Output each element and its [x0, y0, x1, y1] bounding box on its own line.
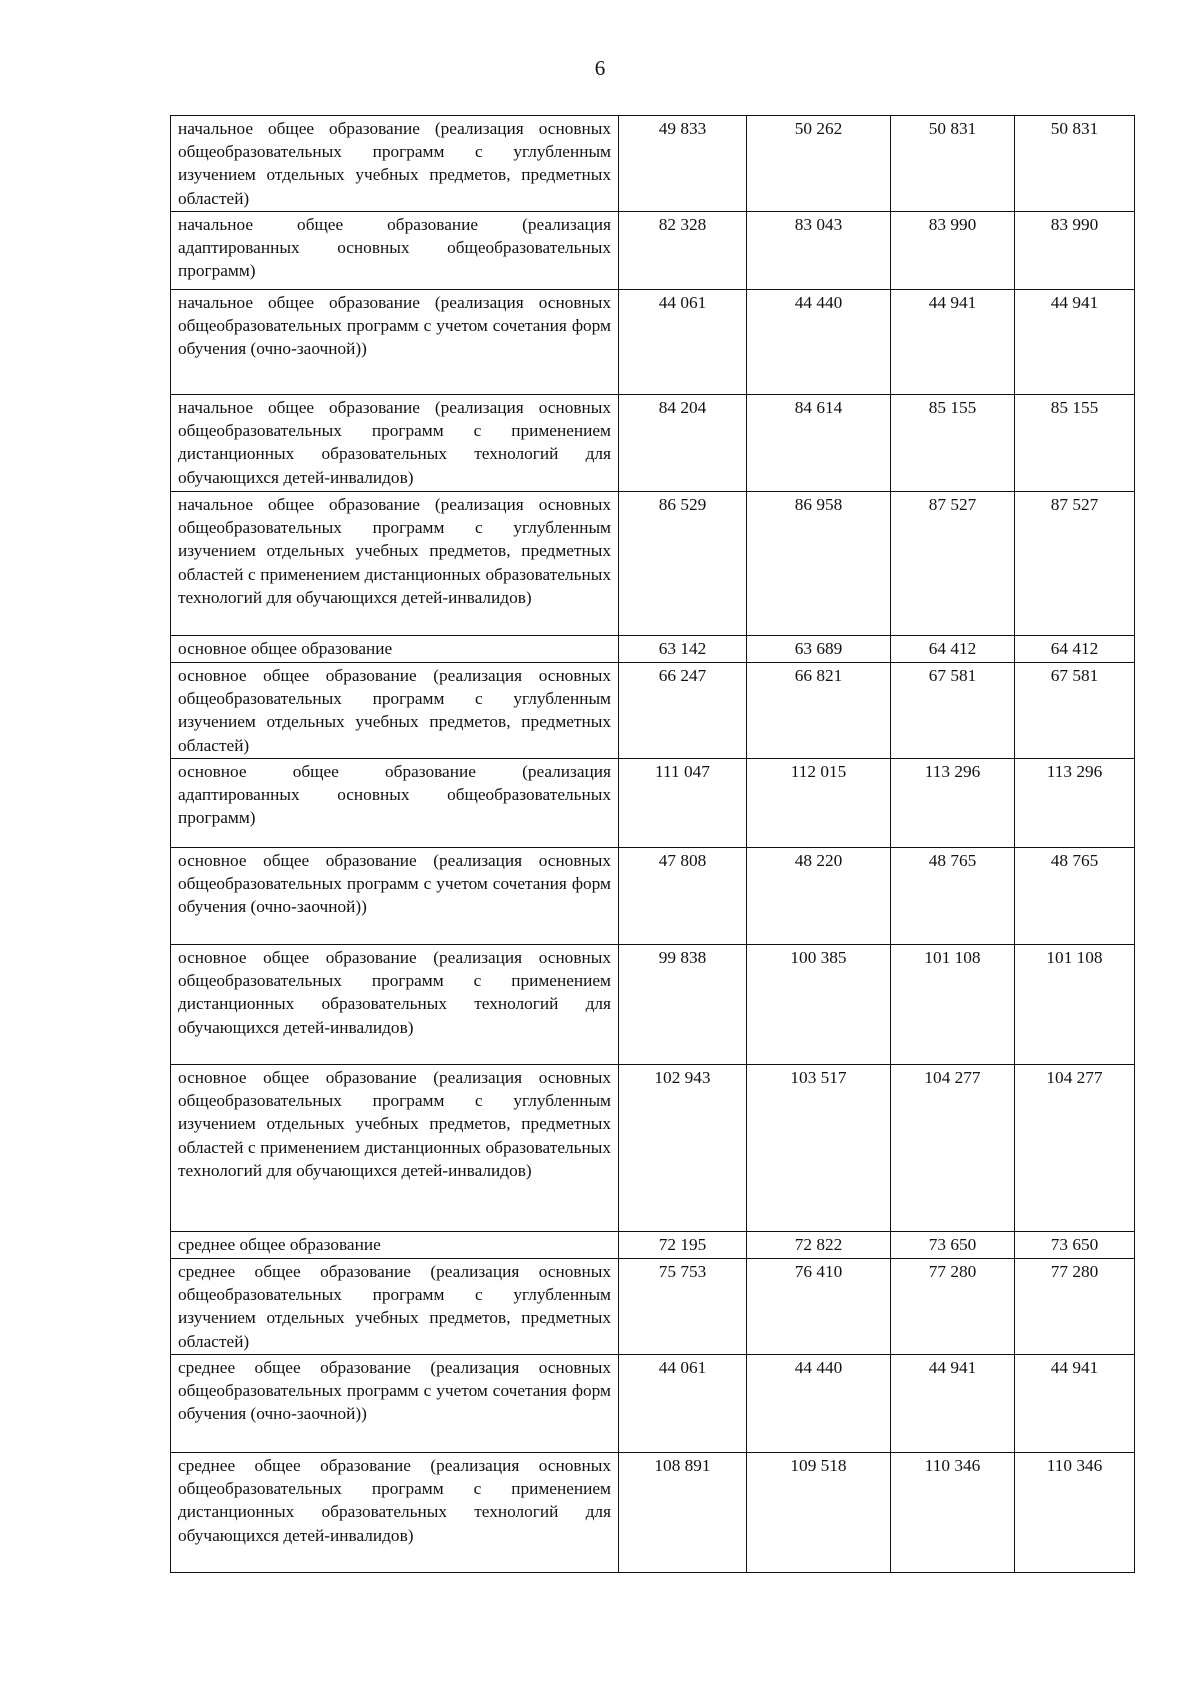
row-label: начальное общее образование (реализация основных общеобразовательных программ с применением дистанционных образовательных технологий для обучающихся детей-инвалидов): [171, 395, 619, 492]
table-row: [171, 945, 1135, 1065]
value-cell: 112 015: [747, 759, 891, 848]
value-cell: 102 943: [619, 1065, 747, 1232]
value-cell: 66 247: [619, 663, 747, 759]
value-cell: 84 204: [619, 395, 747, 492]
value-cell: 48 765: [891, 848, 1015, 945]
table-row: [171, 1232, 1135, 1259]
value-cell: 76 410: [747, 1259, 891, 1355]
value-cell: 101 108: [891, 945, 1015, 1065]
value-cell: 44 941: [1015, 290, 1135, 395]
value-cell: 47 808: [619, 848, 747, 945]
value-cell: 72 822: [747, 1232, 891, 1259]
value-cell: 63 142: [619, 636, 747, 663]
value-cell: 83 043: [747, 212, 891, 290]
table-row: [171, 290, 1135, 395]
value-cell: 73 650: [891, 1232, 1015, 1259]
value-cell: 44 941: [1015, 1355, 1135, 1453]
row-label: среднее общее образование (реализация основных общеобразовательных программ с применением дистанционных образовательных технологий для обучающихся детей-инвалидов): [171, 1453, 619, 1573]
table-row: [171, 395, 1135, 492]
value-cell: 85 155: [891, 395, 1015, 492]
value-cell: 44 941: [891, 1355, 1015, 1453]
value-cell: 44 440: [747, 290, 891, 395]
data-table: [170, 115, 1135, 1573]
value-cell: 86 529: [619, 492, 747, 636]
row-label: основное общее образование (реализация основных общеобразовательных программ с применением дистанционных образовательных технологий для обучающихся детей-инвалидов): [171, 945, 619, 1065]
value-cell: 44 440: [747, 1355, 891, 1453]
value-cell: 104 277: [891, 1065, 1015, 1232]
row-label: начальное общее образование (реализация основных общеобразовательных программ с углубленным изучением отдельных учебных предметов, предметных областей с применением дистанционных образовательных технологий для обучающихся детей-инвалидов): [171, 492, 619, 636]
row-label: среднее общее образование: [171, 1232, 619, 1259]
value-cell: 103 517: [747, 1065, 891, 1232]
row-label: начальное общее образование (реализация основных общеобразовательных программ с углубленным изучением отдельных учебных предметов, предметных областей): [171, 116, 619, 212]
table-row: [171, 663, 1135, 759]
row-label: основное общее образование: [171, 636, 619, 663]
value-cell: 99 838: [619, 945, 747, 1065]
value-cell: 64 412: [1015, 636, 1135, 663]
value-cell: 110 346: [891, 1453, 1015, 1573]
row-label: начальное общее образование (реализация адаптированных основных общеобразовательных программ): [171, 212, 619, 290]
value-cell: 72 195: [619, 1232, 747, 1259]
value-cell: 113 296: [891, 759, 1015, 848]
value-cell: 87 527: [891, 492, 1015, 636]
value-cell: 77 280: [891, 1259, 1015, 1355]
row-label: среднее общее образование (реализация основных общеобразовательных программ с углубленным изучением отдельных учебных предметов, предметных областей): [171, 1259, 619, 1355]
value-cell: 48 220: [747, 848, 891, 945]
value-cell: 50 831: [891, 116, 1015, 212]
value-cell: 67 581: [891, 663, 1015, 759]
table-row: [171, 1259, 1135, 1355]
row-label: основное общее образование (реализация основных общеобразовательных программ с углубленным изучением отдельных учебных предметов, предметных областей): [171, 663, 619, 759]
value-cell: 111 047: [619, 759, 747, 848]
row-label: среднее общее образование (реализация основных общеобразовательных программ с учетом сочетания форм обучения (очно-заочной)): [171, 1355, 619, 1453]
value-cell: 66 821: [747, 663, 891, 759]
value-cell: 104 277: [1015, 1065, 1135, 1232]
value-cell: 100 385: [747, 945, 891, 1065]
table-row: [171, 636, 1135, 663]
table-row: [171, 1355, 1135, 1453]
value-cell: 83 990: [1015, 212, 1135, 290]
value-cell: 50 262: [747, 116, 891, 212]
value-cell: 101 108: [1015, 945, 1135, 1065]
value-cell: 82 328: [619, 212, 747, 290]
value-cell: 83 990: [891, 212, 1015, 290]
value-cell: 87 527: [1015, 492, 1135, 636]
value-cell: 109 518: [747, 1453, 891, 1573]
value-cell: 64 412: [891, 636, 1015, 663]
value-cell: 44 941: [891, 290, 1015, 395]
table-row: [171, 1453, 1135, 1573]
value-cell: 75 753: [619, 1259, 747, 1355]
row-label: основное общее образование (реализация основных общеобразовательных программ с учетом сочетания форм обучения (очно-заочной)): [171, 848, 619, 945]
value-cell: 49 833: [619, 116, 747, 212]
value-cell: 63 689: [747, 636, 891, 663]
value-cell: 67 581: [1015, 663, 1135, 759]
table-row: [171, 848, 1135, 945]
value-cell: 85 155: [1015, 395, 1135, 492]
value-cell: 44 061: [619, 1355, 747, 1453]
value-cell: 110 346: [1015, 1453, 1135, 1573]
value-cell: 108 891: [619, 1453, 747, 1573]
value-cell: 44 061: [619, 290, 747, 395]
value-cell: 84 614: [747, 395, 891, 492]
table-row: [171, 492, 1135, 636]
table-row: [171, 759, 1135, 848]
value-cell: 113 296: [1015, 759, 1135, 848]
row-label: основное общее образование (реализация основных общеобразовательных программ с углубленным изучением отдельных учебных предметов, предметных областей с применением дистанционных образовательных технологий для обучающихся детей-инвалидов): [171, 1065, 619, 1232]
value-cell: 77 280: [1015, 1259, 1135, 1355]
row-label: начальное общее образование (реализация основных общеобразовательных программ с учетом сочетания форм обучения (очно-заочной)): [171, 290, 619, 395]
table-row: [171, 116, 1135, 212]
value-cell: 48 765: [1015, 848, 1135, 945]
page-number: 6: [594, 56, 606, 80]
table-row: [171, 1065, 1135, 1232]
value-cell: 50 831: [1015, 116, 1135, 212]
value-cell: 73 650: [1015, 1232, 1135, 1259]
table-row: [171, 212, 1135, 290]
value-cell: 86 958: [747, 492, 891, 636]
row-label: основное общее образование (реализация адаптированных основных общеобразовательных программ): [171, 759, 619, 848]
